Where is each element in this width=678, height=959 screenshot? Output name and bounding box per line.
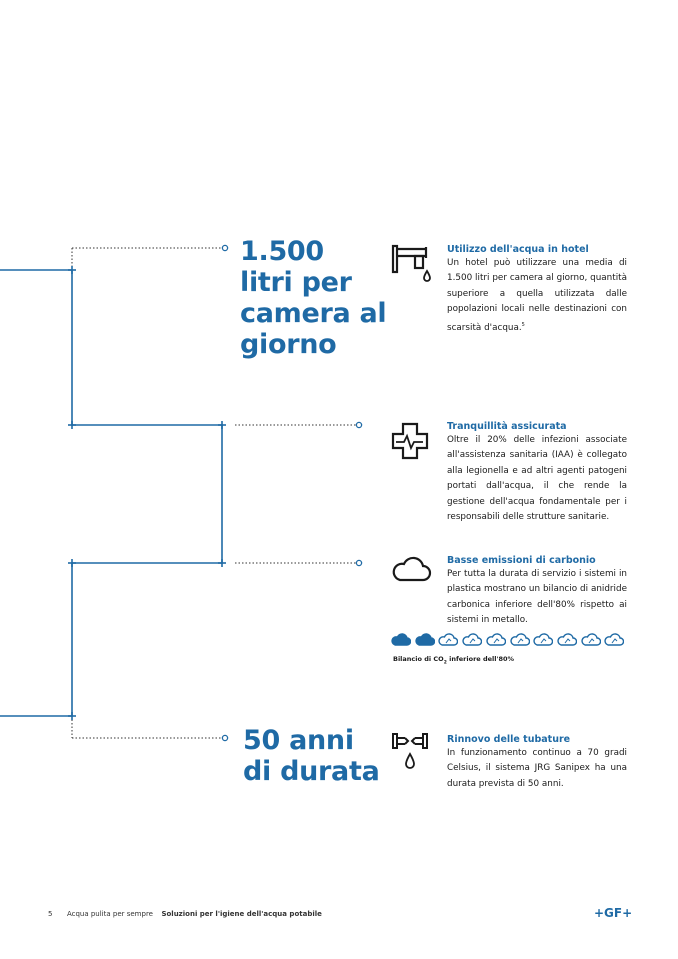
cloud-outline-icon	[581, 632, 601, 647]
page-number: 5	[48, 910, 53, 918]
cloud-filled-icon	[415, 632, 435, 647]
cloud-icon	[390, 553, 432, 583]
section-title: Rinnovo delle tubature	[447, 734, 571, 745]
section-body: In funzionamento continuo a 70 gradi Celsius, il sistema JRG Sanipex ha una durata prevista di 50 anni.	[447, 748, 627, 789]
cloud-filled-icon	[391, 632, 411, 647]
headline-50-anni	[243, 725, 380, 787]
doc-title: Acqua pulita per sempre	[66, 910, 153, 918]
footer-info	[48, 910, 322, 918]
headline-line: litri per	[240, 267, 352, 298]
headline-1500	[240, 236, 386, 360]
section-hotel	[447, 243, 627, 336]
section-tubature	[447, 733, 627, 792]
headline-line: camera al	[240, 298, 387, 329]
cloud-outline-icon	[604, 632, 624, 647]
section-title: Tranquillità assicurata	[447, 421, 567, 432]
footnote-mark: 5	[521, 321, 525, 328]
section-title-footer: Soluzioni per l'igiene dell'acqua potabile	[161, 910, 322, 918]
section-title: Basse emissioni di carbonio	[447, 555, 596, 566]
cloud-outline-icon	[557, 632, 577, 647]
co2-cloud-row	[391, 632, 631, 648]
cloud-outline-icon	[462, 632, 482, 647]
cloud-outline-icon	[510, 632, 530, 647]
section-carbonio	[447, 554, 627, 629]
cloud-outline-icon	[486, 632, 506, 647]
medical-cross-icon	[390, 421, 430, 461]
pipe-leak-icon	[389, 731, 431, 773]
headline-number: 1.500	[240, 236, 324, 267]
headline-line: giorno	[240, 329, 337, 360]
section-body: Per tutta la durata di servizio i sistemi in plastica mostrano un bilancio di anidride carbonica inferiore dell'80% rispetto ai sistemi in metallo.	[447, 569, 627, 626]
headline-line: di durata	[243, 756, 380, 787]
faucet-icon	[390, 243, 432, 283]
cloud-outline-icon	[438, 632, 458, 647]
section-title: Utilizzo dell'acqua in hotel	[447, 244, 589, 255]
co2-caption: Bilancio di $CO_2$ inferiore dell'80%	[393, 655, 515, 666]
cloud-outline-icon	[533, 632, 553, 647]
section-body: Oltre il 20% delle infezioni associate all'assistenza sanitaria (IAA) è collegato alla legionella e ad altri agenti patogeni portati dall'acqua, il che rende la gestione dell'acqua fondamentale per i responsabili delle strutture sanitarie.	[447, 435, 627, 523]
section-body: Un hotel può utilizzare una media di 1.500 litri per camera al giorno, quantità superiore a quella utilizzata dalle popolazioni locali nelle destinazioni con scarsità d'acqua.$^5$	[447, 258, 627, 333]
gf-logo: +GF+	[594, 906, 633, 920]
section-tranquillita	[447, 420, 627, 525]
headline-line: 50 anni	[243, 725, 354, 756]
